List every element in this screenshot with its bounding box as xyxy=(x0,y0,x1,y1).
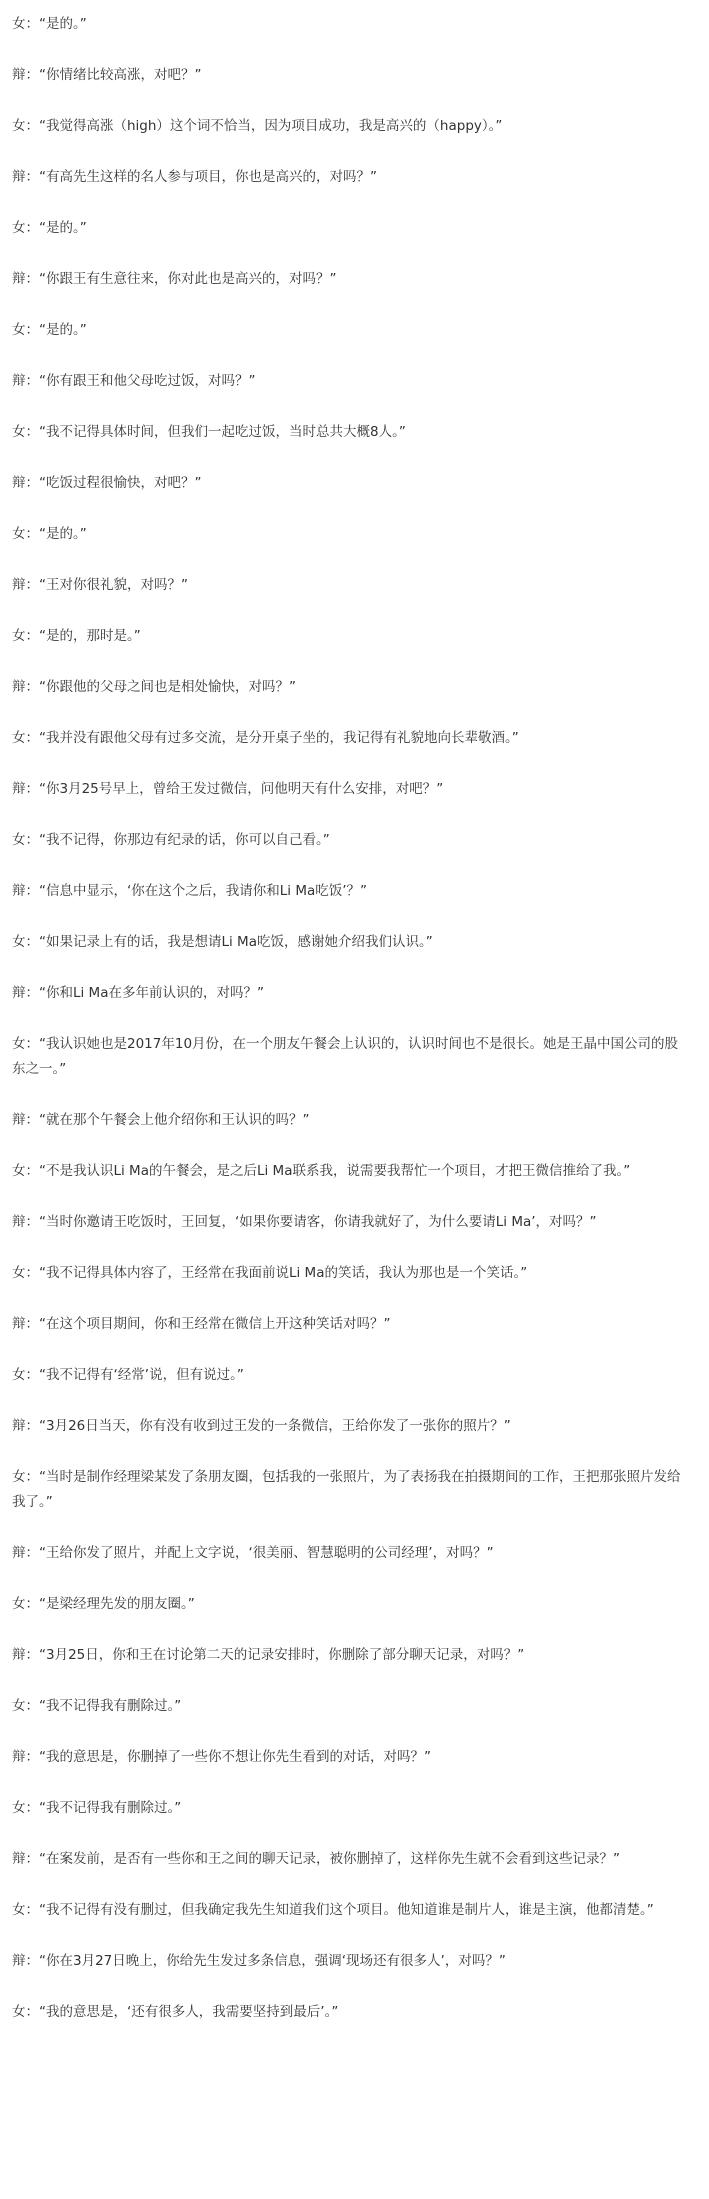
transcript-line: 辩：“信息中显示，‘你在这个之后，我请你和Li Ma吃饭’？” xyxy=(12,883,368,899)
utterance-text: “我不记得我有删除过。” xyxy=(39,1800,182,1816)
transcript-line: 女：“我不记得，你那边有纪录的话，你可以自己看。” xyxy=(12,832,330,848)
transcript-line: 辩：“王给你发了照片，并配上文字说，‘很美丽、智慧聪明的公司经理’，对吗？” xyxy=(12,1545,494,1561)
speaker-label: 辩 xyxy=(12,169,26,185)
transcript-line: 辩：“3月26日当天，你有没有收到过王发的一条微信，王给你发了一张你的照片？” xyxy=(12,1418,511,1434)
speaker-label: 辩 xyxy=(12,475,26,491)
speaker-label: 辩 xyxy=(12,1316,26,1332)
speaker-label: 女 xyxy=(12,424,26,440)
utterance-text: “在这个项目期间，你和王经常在微信上开这种笑话对吗？” xyxy=(39,1316,391,1332)
transcript-line: 辩：“我的意思是，你删掉了一些你不想让你先生看到的对话，对吗？” xyxy=(12,1749,431,1765)
speaker-label: 女 xyxy=(12,934,26,950)
transcript-line: 女：“我不记得具体内容了，王经常在我面前说Li Ma的笑话，我认为那也是一个笑话。” xyxy=(12,1265,528,1281)
transcript-line: 辩：“你跟王有生意往来，你对此也是高兴的，对吗？” xyxy=(12,271,337,287)
utterance-text: “我不记得有没有删过，但我确定我先生知道我们这个项目。他知道谁是制片人，谁是主演，他都清楚。” xyxy=(39,1902,654,1918)
transcript-line: 女：“是的。” xyxy=(12,220,87,236)
transcript-line: 女：“我觉得高涨（high）这个词不恰当，因为项目成功，我是高兴的（happy）。” xyxy=(12,118,503,134)
utterance-text: “信息中显示，‘你在这个之后，我请你和Li Ma吃饭’？” xyxy=(39,883,368,899)
speaker-label: 辩 xyxy=(12,1545,26,1561)
transcript-line: 女：“是的，那时是。” xyxy=(12,628,141,644)
speaker-label: 辩 xyxy=(12,373,26,389)
transcript-line: 女：“是的。” xyxy=(12,16,87,32)
speaker-label: 女 xyxy=(12,1698,26,1714)
speaker-label: 女 xyxy=(12,322,26,338)
speaker-label: 辩 xyxy=(12,781,26,797)
transcript-line: 辩：“就在那个午餐会上他介绍你和王认识的吗？” xyxy=(12,1112,310,1128)
utterance-text: “是梁经理先发的朋友圈。” xyxy=(39,1596,195,1612)
utterance-text: “我的意思是，你删掉了一些你不想让你先生看到的对话，对吗？” xyxy=(39,1749,431,1765)
transcript-line: 女：“我并没有跟他父母有过多交流，是分开桌子坐的，我记得有礼貌地向长辈敬酒。” xyxy=(12,730,519,746)
transcript-line: 女：“当时是制作经理梁某发了条朋友圈，包括我的一张照片，为了表扬我在拍摄期间的工作，王把那张照片发给我了。” xyxy=(12,1469,681,1510)
speaker-label: 辩 xyxy=(12,1953,26,1969)
transcript-line: 辩：“你在3月27日晚上，你给先生发过多条信息，强调‘现场还有很多人’，对吗？” xyxy=(12,1953,506,1969)
transcript-line: 女：“不是我认识Li Ma的午餐会，是之后Li Ma联系我，说需要我帮忙一个项目，才把王微信推给了我。” xyxy=(12,1163,631,1179)
speaker-label: 辩 xyxy=(12,271,26,287)
speaker-label: 女 xyxy=(12,1596,26,1612)
utterance-text: “如果记录上有的话，我是想请Li Ma吃饭，感谢她介绍我们认识。” xyxy=(39,934,433,950)
transcript-line: 辩：“你跟他的父母之间也是相处愉快，对吗？” xyxy=(12,679,296,695)
speaker-label: 女 xyxy=(12,730,26,746)
speaker-label: 女 xyxy=(12,1469,26,1485)
transcript-line: 辩：“你3月25号早上，曾给王发过微信，问他明天有什么安排，对吧？” xyxy=(12,781,444,797)
speaker-label: 辩 xyxy=(12,1214,26,1230)
utterance-text: “当时你邀请王吃饭时，王回复，‘如果你要请客，你请我就好了，为什么要请Li Ma’，对吗？” xyxy=(39,1214,597,1230)
utterance-text: “我不记得具体时间，但我们一起吃过饭，当时总共大概8人。” xyxy=(39,424,406,440)
speaker-label: 辩 xyxy=(12,883,26,899)
speaker-label: 辩 xyxy=(12,577,26,593)
speaker-label: 女 xyxy=(12,2004,26,2020)
utterance-text: “你有跟王和他父母吃过饭，对吗？” xyxy=(39,373,256,389)
utterance-text: “我觉得高涨（high）这个词不恰当，因为项目成功，我是高兴的（happy）。” xyxy=(39,118,503,134)
speaker-label: 女 xyxy=(12,1163,26,1179)
utterance-text: “在案发前，是否有一些你和王之间的聊天记录，被你删掉了，这样你先生就不会看到这些记录？” xyxy=(39,1851,620,1867)
speaker-label: 辩 xyxy=(12,1851,26,1867)
speaker-label: 女 xyxy=(12,526,26,542)
speaker-label: 女 xyxy=(12,16,26,32)
utterance-text: “就在那个午餐会上他介绍你和王认识的吗？” xyxy=(39,1112,310,1128)
speaker-label: 辩 xyxy=(12,67,26,83)
utterance-text: “有高先生这样的名人参与项目，你也是高兴的，对吗？” xyxy=(39,169,377,185)
utterance-text: “你和Li Ma在多年前认识的，对吗？” xyxy=(39,985,264,1001)
utterance-text: “是的。” xyxy=(39,526,87,542)
utterance-text: “3月26日当天，你有没有收到过王发的一条微信，王给你发了一张你的照片？” xyxy=(39,1418,511,1434)
speaker-label: 女 xyxy=(12,628,26,644)
utterance-text: “是的。” xyxy=(39,322,87,338)
transcript-line: 女：“如果记录上有的话，我是想请Li Ma吃饭，感谢她介绍我们认识。” xyxy=(12,934,433,950)
speaker-label: 辩 xyxy=(12,1647,26,1663)
speaker-label: 辩 xyxy=(12,1112,26,1128)
transcript-line: 辩：“吃饭过程很愉快，对吧？” xyxy=(12,475,202,491)
transcript-line: 女：“我不记得有没有删过，但我确定我先生知道我们这个项目。他知道谁是制片人，谁是主演，他都清楚。” xyxy=(12,1902,654,1918)
speaker-label: 辩 xyxy=(12,1749,26,1765)
utterance-text: “当时是制作经理梁某发了条朋友圈，包括我的一张照片，为了表扬我在拍摄期间的工作，王把那张照片发给我了。” xyxy=(12,1469,681,1510)
utterance-text: “你跟王有生意往来，你对此也是高兴的，对吗？” xyxy=(39,271,337,287)
transcript-line: 辩：“有高先生这样的名人参与项目，你也是高兴的，对吗？” xyxy=(12,169,377,185)
utterance-text: “3月25日，你和王在讨论第二天的记录安排时，你删除了部分聊天记录，对吗？” xyxy=(39,1647,525,1663)
utterance-text: “我的意思是，‘还有很多人，我需要坚持到最后’。” xyxy=(39,2004,339,2020)
transcript-line: 女：“我认识她也是2017年10月份，在一个朋友午餐会上认识的，认识时间也不是很长。她是王晶中国公司的股东之一。” xyxy=(12,1036,679,1077)
transcript-line: 辩：“3月25日，你和王在讨论第二天的记录安排时，你删除了部分聊天记录，对吗？” xyxy=(12,1647,525,1663)
utterance-text: “你3月25号早上，曾给王发过微信，问他明天有什么安排，对吧？” xyxy=(39,781,444,797)
speaker-label: 女 xyxy=(12,1800,26,1816)
speaker-label: 女 xyxy=(12,1902,26,1918)
utterance-text: “我不记得有‘经常’说，但有说过。” xyxy=(39,1367,244,1383)
utterance-text: “是的。” xyxy=(39,16,87,32)
transcript-line: 辩：“你有跟王和他父母吃过饭，对吗？” xyxy=(12,373,256,389)
speaker-label: 辩 xyxy=(12,1418,26,1434)
transcript-line: 女：“我不记得我有删除过。” xyxy=(12,1698,182,1714)
speaker-label: 女 xyxy=(12,1367,26,1383)
transcript-line: 辩：“你和Li Ma在多年前认识的，对吗？” xyxy=(12,985,264,1001)
utterance-text: “我认识她也是2017年10月份，在一个朋友午餐会上认识的，认识时间也不是很长。她是王晶中国公司的股东之一。” xyxy=(12,1036,679,1077)
utterance-text: “我并没有跟他父母有过多交流，是分开桌子坐的，我记得有礼貌地向长辈敬酒。” xyxy=(39,730,519,746)
speaker-label: 女 xyxy=(12,832,26,848)
transcript-line: 女：“我的意思是，‘还有很多人，我需要坚持到最后’。” xyxy=(12,2004,339,2020)
speaker-label: 女 xyxy=(12,1036,26,1052)
utterance-text: “你情绪比较高涨，对吧？” xyxy=(39,67,202,83)
transcript-line: 女：“我不记得有‘经常’说，但有说过。” xyxy=(12,1367,244,1383)
utterance-text: “你跟他的父母之间也是相处愉快，对吗？” xyxy=(39,679,296,695)
transcript-line: 辩：“你情绪比较高涨，对吧？” xyxy=(12,67,202,83)
speaker-label: 女 xyxy=(12,1265,26,1281)
utterance-text: “你在3月27日晚上，你给先生发过多条信息，强调‘现场还有很多人’，对吗？” xyxy=(39,1953,506,1969)
transcript-line: 女：“是的。” xyxy=(12,526,87,542)
utterance-text: “不是我认识Li Ma的午餐会，是之后Li Ma联系我，说需要我帮忙一个项目，才把王微信推给了我。” xyxy=(39,1163,631,1179)
utterance-text: “吃饭过程很愉快，对吧？” xyxy=(39,475,202,491)
utterance-text: “王给你发了照片，并配上文字说，‘很美丽、智慧聪明的公司经理’，对吗？” xyxy=(39,1545,494,1561)
speaker-label: 辩 xyxy=(12,679,26,695)
speaker-label: 女 xyxy=(12,220,26,236)
transcript-line: 女：“我不记得我有删除过。” xyxy=(12,1800,182,1816)
speaker-label: 辩 xyxy=(12,985,26,1001)
transcript-line: 女：“是的。” xyxy=(12,322,87,338)
utterance-text: “我不记得具体内容了，王经常在我面前说Li Ma的笑话，我认为那也是一个笑话。” xyxy=(39,1265,528,1281)
speaker-label: 女 xyxy=(12,118,26,134)
transcript-line: 女：“是梁经理先发的朋友圈。” xyxy=(12,1596,195,1612)
transcript-line: 女：“我不记得具体时间，但我们一起吃过饭，当时总共大概8人。” xyxy=(12,424,406,440)
utterance-text: “是的，那时是。” xyxy=(39,628,141,644)
utterance-text: “是的。” xyxy=(39,220,87,236)
transcript-line: 辩：“当时你邀请王吃饭时，王回复，‘如果你要请客，你请我就好了，为什么要请Li Ma’，对吗？” xyxy=(12,1214,597,1230)
utterance-text: “我不记得我有删除过。” xyxy=(39,1698,182,1714)
utterance-text: “我不记得，你那边有纪录的话，你可以自己看。” xyxy=(39,832,330,848)
transcript-line: 辩：“在这个项目期间，你和王经常在微信上开这种笑话对吗？” xyxy=(12,1316,391,1332)
transcript-line: 辩：“王对你很礼貌，对吗？” xyxy=(12,577,188,593)
transcript-line: 辩：“在案发前，是否有一些你和王之间的聊天记录，被你删掉了，这样你先生就不会看到这些记录？” xyxy=(12,1851,620,1867)
utterance-text: “王对你很礼貌，对吗？” xyxy=(39,577,188,593)
